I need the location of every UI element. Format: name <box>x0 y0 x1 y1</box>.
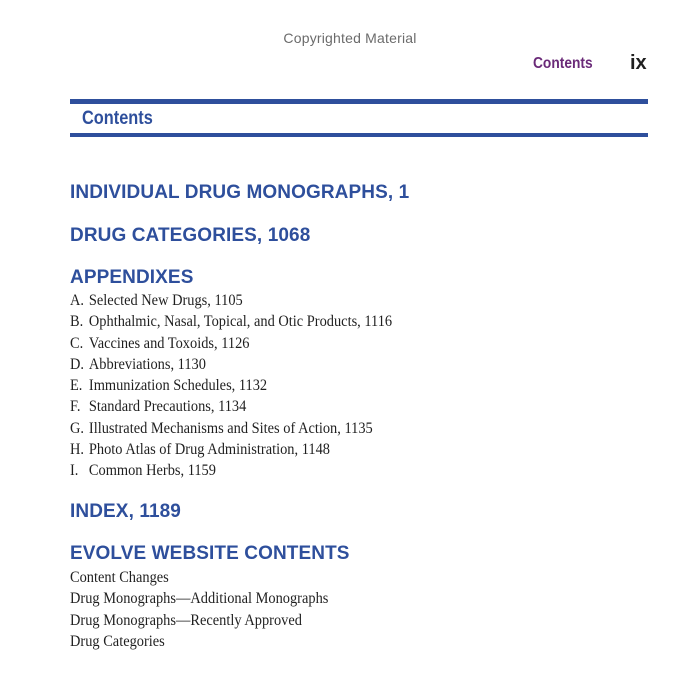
appendix-title: Immunization Schedules, 1132 <box>88 377 268 395</box>
appendix-letter: B. <box>70 313 84 331</box>
appendix-title: Ophthalmic, Nasal, Topical, and Otic Products, 1116 <box>88 313 393 331</box>
appendix-item-i <box>70 460 392 481</box>
appendix-list <box>70 290 428 482</box>
appendix-title: Abbreviations, 1130 <box>88 355 206 373</box>
appendix-letter: G. <box>70 419 85 437</box>
appendix-title: Photo Atlas of Drug Administration, 1148 <box>88 441 330 459</box>
appendix-item-g <box>70 418 392 439</box>
appendix-title: Illustrated Mechanisms and Sites of Action, 1135 <box>88 419 373 437</box>
appendix-letter: I. <box>70 462 79 480</box>
appendix-letter: D. <box>70 355 85 373</box>
appendix-item-e <box>70 375 392 396</box>
section-heading-index: INDEX, 1189 <box>70 501 181 522</box>
evolve-item-drug-categories: Drug Categories <box>70 632 165 650</box>
appendix-letter: C. <box>70 334 84 352</box>
appendix-item-d <box>70 354 392 375</box>
appendix-letter: H. <box>70 441 85 459</box>
evolve-item-additional-monographs: Drug Monographs—Additional Monographs <box>70 590 329 608</box>
evolve-item-content-changes: Content Changes <box>70 569 169 586</box>
section-heading-evolve: EVOLVE WEBSITE CONTENTS <box>70 543 350 564</box>
copyright-watermark: Copyrighted Material <box>283 30 417 46</box>
page-title: Contents <box>82 108 153 129</box>
appendix-item-a <box>70 290 392 311</box>
heading-rule-top <box>70 99 648 104</box>
appendix-title: Standard Precautions, 1134 <box>88 398 247 416</box>
appendix-letter: E. <box>70 377 83 395</box>
appendix-item-b <box>70 311 392 332</box>
evolve-item-recently-approved: Drug Monographs—Recently Approved <box>70 611 302 629</box>
appendix-letter: F. <box>70 398 81 416</box>
heading-rule-bottom <box>70 133 648 137</box>
section-heading-drug-categories: DRUG CATEGORIES, 1068 <box>70 225 311 246</box>
evolve-contents-list <box>70 567 357 652</box>
appendix-item-h <box>70 439 392 460</box>
appendix-item-f <box>70 396 392 417</box>
appendix-title: Vaccines and Toxoids, 1126 <box>88 334 250 352</box>
appendix-title: Common Herbs, 1159 <box>88 462 216 480</box>
appendix-item-c <box>70 333 392 354</box>
section-heading-individual-drug-monographs: INDIVIDUAL DRUG MONOGRAPHS, 1 <box>70 182 410 203</box>
appendix-letter: A. <box>70 292 85 309</box>
appendix-title: Selected New Drugs, 1105 <box>88 292 243 309</box>
section-heading-appendixes: APPENDIXES <box>70 267 194 288</box>
page-number: ix <box>630 52 647 74</box>
running-head-label: Contents <box>533 55 593 72</box>
